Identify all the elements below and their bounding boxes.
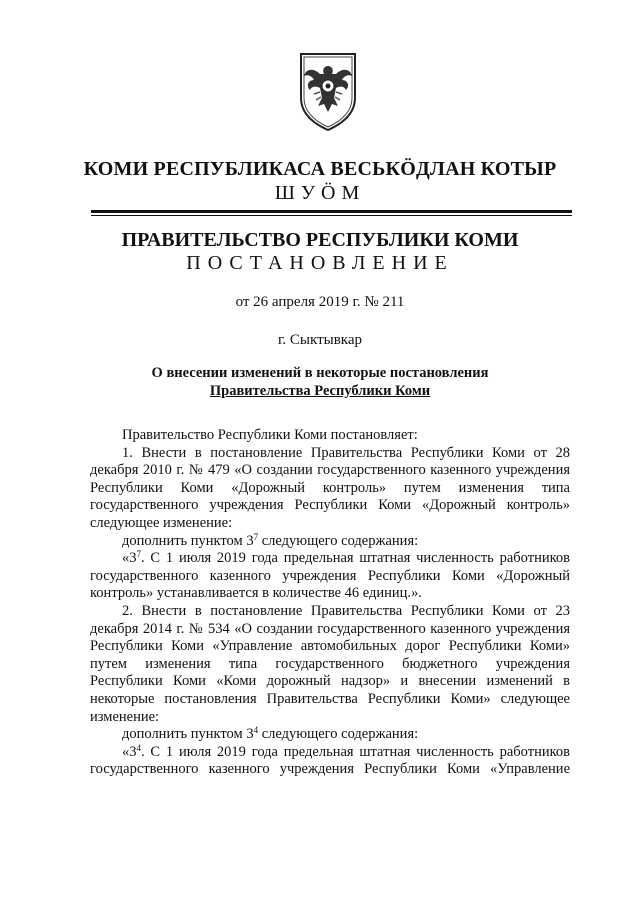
item-2-line: Республики Коми «Коми дорожный надзор» и внесении изменений в: [90, 673, 570, 690]
item-1-line: декабря 2010 г. № 479 «О создании государственного казенного учреждения: [90, 462, 570, 479]
item-2-line: некоторые постановления Правительства Республики Коми» следующее: [90, 690, 570, 707]
superscript: 7: [253, 531, 259, 542]
header-divider-thick: [91, 210, 572, 213]
item-2-quote-line: [90, 744, 570, 762]
document-title: [0, 364, 640, 400]
text-run: . С 1 июля 2019 года предельная штатная численность работников: [141, 550, 570, 567]
russian-government-heading: ПРАВИТЕЛЬСТВО РЕСПУБЛИКИ КОМИ: [121, 229, 519, 251]
document-title-line-2: Правительства Республики Коми: [209, 383, 431, 399]
item-1-line: 1. Внести в постановление Правительства Республики Коми от 28: [122, 444, 570, 461]
superscript: 7: [136, 549, 141, 560]
document-body: [90, 427, 570, 779]
item-2-line: декабря 2014 г. № 534 «О создании государственного казенного учреждения: [90, 620, 570, 637]
item-1-line: следующее изменение:: [90, 514, 233, 531]
item-2-line: путем изменения типа государственного бюджетного учреждения: [90, 655, 570, 672]
komi-coat-of-arms-emblem: [296, 46, 360, 132]
text-run: дополнить пунктом 3: [122, 532, 254, 549]
komi-government-heading: КОМИ РЕСПУБЛИКАСА ВЕСЬКӦДЛАН КОТЫР: [83, 158, 557, 180]
item-1-line: Республики Коми «Дорожный контроль» путем изменения типа: [90, 479, 570, 496]
item-2-line: изменение:: [90, 708, 160, 725]
item-2-quote-line: государственного казенного учреждения Республики Коми «Управление: [90, 761, 570, 778]
komi-decree-heading: ШУӦМ: [274, 182, 366, 204]
header-divider-thin: [91, 215, 572, 216]
item-1-quote-line: контроль» устанавливается в количестве 46 единиц.».: [90, 585, 422, 602]
text-run: «3: [122, 743, 137, 760]
item-1-quote-line: государственного казенного учреждения Республики Коми «Дорожный: [90, 567, 570, 584]
document-city: г. Сыктывкар: [277, 332, 363, 348]
document-title-line-1: О внесении изменений в некоторые постановления: [151, 365, 489, 381]
item-1-addition: [90, 533, 570, 551]
body-intro: Правительство Республики Коми постановляет:: [122, 427, 418, 443]
superscript: 4: [253, 725, 259, 736]
text-run: дополнить пунктом 3: [122, 726, 254, 743]
item-2-line: 2. Внести в постановление Правительства Республики Коми от 23: [122, 602, 570, 619]
item-1-line: государственного учреждения Республики Коми «Дорожный контроль»: [90, 497, 570, 514]
text-run: следующего содержания:: [258, 532, 419, 549]
text-run: «3: [122, 550, 137, 567]
item-2-addition: [90, 726, 570, 744]
item-1-quote-line: [90, 550, 570, 568]
document-date-number: от 26 апреля 2019 г. № 211: [235, 294, 405, 310]
russian-decree-heading: ПОСТАНОВЛЕНИЕ: [186, 252, 454, 274]
text-run: следующего содержания:: [258, 726, 419, 743]
superscript: 4: [136, 742, 141, 753]
text-run: . С 1 июля 2019 года предельная штатная численность работников: [141, 743, 570, 760]
item-2-line: Республики Коми «Управление автомобильных дорог Республики Коми»: [90, 638, 570, 655]
